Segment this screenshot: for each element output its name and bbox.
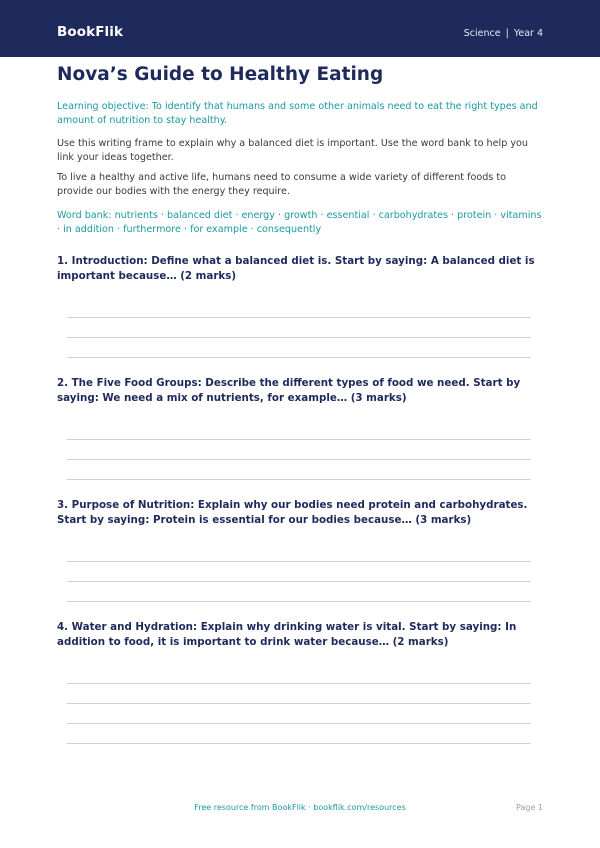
answer-line[interactable] bbox=[67, 703, 531, 704]
instructions: Use this writing frame to explain why a balanced diet is important. Use the word bank to help you link your ideas together. bbox=[57, 138, 528, 163]
page-title: Nova’s Guide to Healthy Eating bbox=[57, 64, 384, 85]
word-bank: Word bank: nutrients · balanced diet · energy · growth · essential · carbohydrates · protein · vitamins · in addition · furthermore · for example · consequently bbox=[57, 210, 542, 235]
page-header bbox=[0, 0, 600, 57]
subject-year bbox=[464, 28, 543, 39]
brand-logo: BookFlik bbox=[57, 24, 124, 40]
question-4: 4. Water and Hydration: Explain why drinking water is vital. Start by saying: In addition to food, it is important to drink water because… (2 marks) bbox=[57, 621, 517, 648]
answer-line[interactable] bbox=[67, 317, 531, 318]
learning-objective: Learning objective: To identify that humans and some other animals need to eat the right types and amount of nutrition to stay healthy. bbox=[57, 101, 538, 126]
subject-label: Science bbox=[463, 28, 501, 39]
answer-line[interactable] bbox=[67, 581, 531, 582]
page-number: Page 1 bbox=[516, 803, 543, 812]
footer-credit[interactable]: Free resource from BookFlik · bookflik.com/resources bbox=[194, 803, 406, 812]
answer-line[interactable] bbox=[67, 743, 531, 744]
answer-line[interactable] bbox=[67, 357, 531, 358]
answer-line[interactable] bbox=[67, 479, 531, 480]
answer-line[interactable] bbox=[67, 561, 531, 562]
question-3: 3. Purpose of Nutrition: Explain why our bodies need protein and carbohydrates. Start by saying: Protein is essential for our bodies because… (3 marks) bbox=[57, 499, 528, 526]
year-label: Year 4 bbox=[513, 28, 543, 39]
question-2: 2. The Five Food Groups: Describe the different types of food we need. Start by saying: We need a mix of nutrients, for example… (3 marks) bbox=[57, 377, 521, 404]
answer-line[interactable] bbox=[67, 601, 531, 602]
intro-paragraph: To live a healthy and active life, humans need to consume a wide variety of different foods to provide our bodies with the energy they require. bbox=[57, 172, 506, 197]
answer-line[interactable] bbox=[67, 459, 531, 460]
meta-separator: | bbox=[505, 28, 509, 39]
answer-line[interactable] bbox=[67, 683, 531, 684]
answer-line[interactable] bbox=[67, 723, 531, 724]
answer-line[interactable] bbox=[67, 439, 531, 440]
answer-line[interactable] bbox=[67, 337, 531, 338]
question-1: 1. Introduction: Define what a balanced diet is. Start by saying: A balanced diet is important because… (2 marks) bbox=[57, 255, 535, 282]
